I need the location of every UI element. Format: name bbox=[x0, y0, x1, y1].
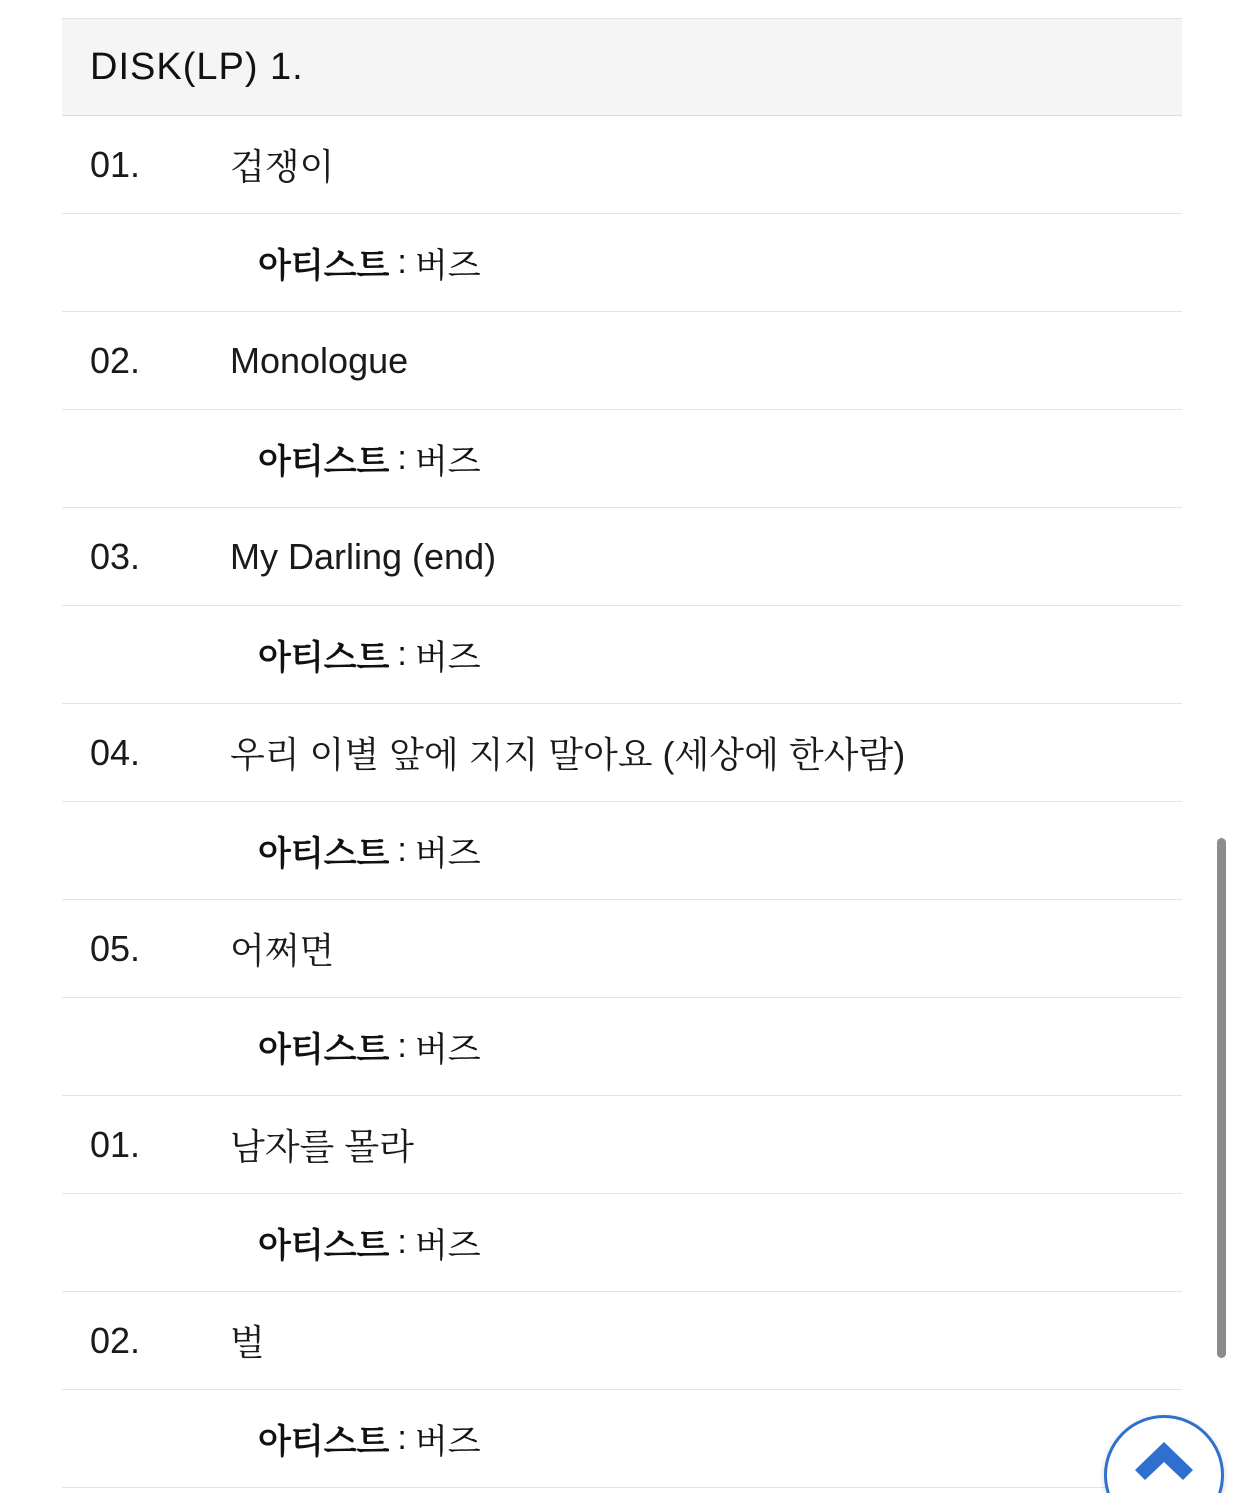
artist-row bbox=[62, 1390, 1182, 1488]
artist-separator: : bbox=[397, 243, 407, 281]
track-number: 01. bbox=[90, 1123, 141, 1165]
artist-row bbox=[62, 606, 1182, 704]
table-row[interactable] bbox=[62, 1096, 1182, 1194]
table-row[interactable] bbox=[62, 704, 1182, 802]
artist-name[interactable]: 버즈 bbox=[414, 1031, 481, 1069]
artist-row bbox=[62, 1194, 1182, 1292]
scrollbar-thumb[interactable] bbox=[1217, 838, 1226, 1358]
artist-label: 아티스트 bbox=[258, 835, 390, 873]
artist-name[interactable]: 버즈 bbox=[414, 835, 481, 873]
table-row[interactable] bbox=[62, 116, 1182, 214]
table-row[interactable] bbox=[62, 312, 1182, 410]
artist-label: 아티스트 bbox=[258, 443, 390, 481]
arrow-up-icon bbox=[1131, 1436, 1197, 1490]
artist-separator: : bbox=[397, 1223, 407, 1261]
artist-separator: : bbox=[397, 635, 407, 673]
table-row[interactable] bbox=[62, 900, 1182, 998]
artist-separator: : bbox=[397, 1027, 407, 1065]
artist-label: 아티스트 bbox=[258, 247, 390, 285]
track-number: 05. bbox=[90, 927, 141, 969]
track-title[interactable]: Monologue bbox=[230, 339, 409, 381]
table-row[interactable] bbox=[62, 508, 1182, 606]
artist-label: 아티스트 bbox=[258, 1227, 390, 1265]
disk-header bbox=[62, 18, 1182, 116]
track-number: 01. bbox=[90, 143, 141, 185]
disk-tracklist bbox=[62, 18, 1182, 1488]
table-row[interactable] bbox=[62, 1292, 1182, 1390]
artist-row bbox=[62, 410, 1182, 508]
artist-separator: : bbox=[397, 831, 407, 869]
disk-header-label: DISK(LP) 1. bbox=[90, 45, 304, 88]
artist-name[interactable]: 버즈 bbox=[414, 1423, 481, 1461]
track-title[interactable]: 남자를 몰라 bbox=[230, 1126, 414, 1167]
track-number: 03. bbox=[90, 535, 141, 577]
track-title[interactable]: My Darling (end) bbox=[230, 535, 497, 577]
artist-name[interactable]: 버즈 bbox=[414, 1227, 481, 1265]
track-title[interactable]: 우리 이별 앞에 지지 말아요 (세상에 한사람) bbox=[230, 734, 906, 775]
artist-row bbox=[62, 802, 1182, 900]
artist-name[interactable]: 버즈 bbox=[414, 247, 481, 285]
artist-name[interactable]: 버즈 bbox=[414, 639, 481, 677]
track-title[interactable]: 벌 bbox=[230, 1322, 265, 1363]
artist-row bbox=[62, 214, 1182, 312]
artist-separator: : bbox=[397, 1419, 407, 1457]
track-title[interactable]: 겁쟁이 bbox=[230, 146, 335, 187]
track-number: 02. bbox=[90, 1319, 141, 1361]
artist-name[interactable]: 버즈 bbox=[414, 443, 481, 481]
vertical-scrollbar[interactable] bbox=[1224, 0, 1234, 1493]
track-number: 02. bbox=[90, 339, 141, 381]
artist-label: 아티스트 bbox=[258, 639, 390, 677]
track-title[interactable]: 어쩌면 bbox=[230, 930, 335, 971]
artist-row bbox=[62, 998, 1182, 1096]
artist-label: 아티스트 bbox=[258, 1031, 390, 1069]
artist-label: 아티스트 bbox=[258, 1423, 390, 1461]
artist-separator: : bbox=[397, 439, 407, 477]
track-number: 04. bbox=[90, 731, 141, 773]
